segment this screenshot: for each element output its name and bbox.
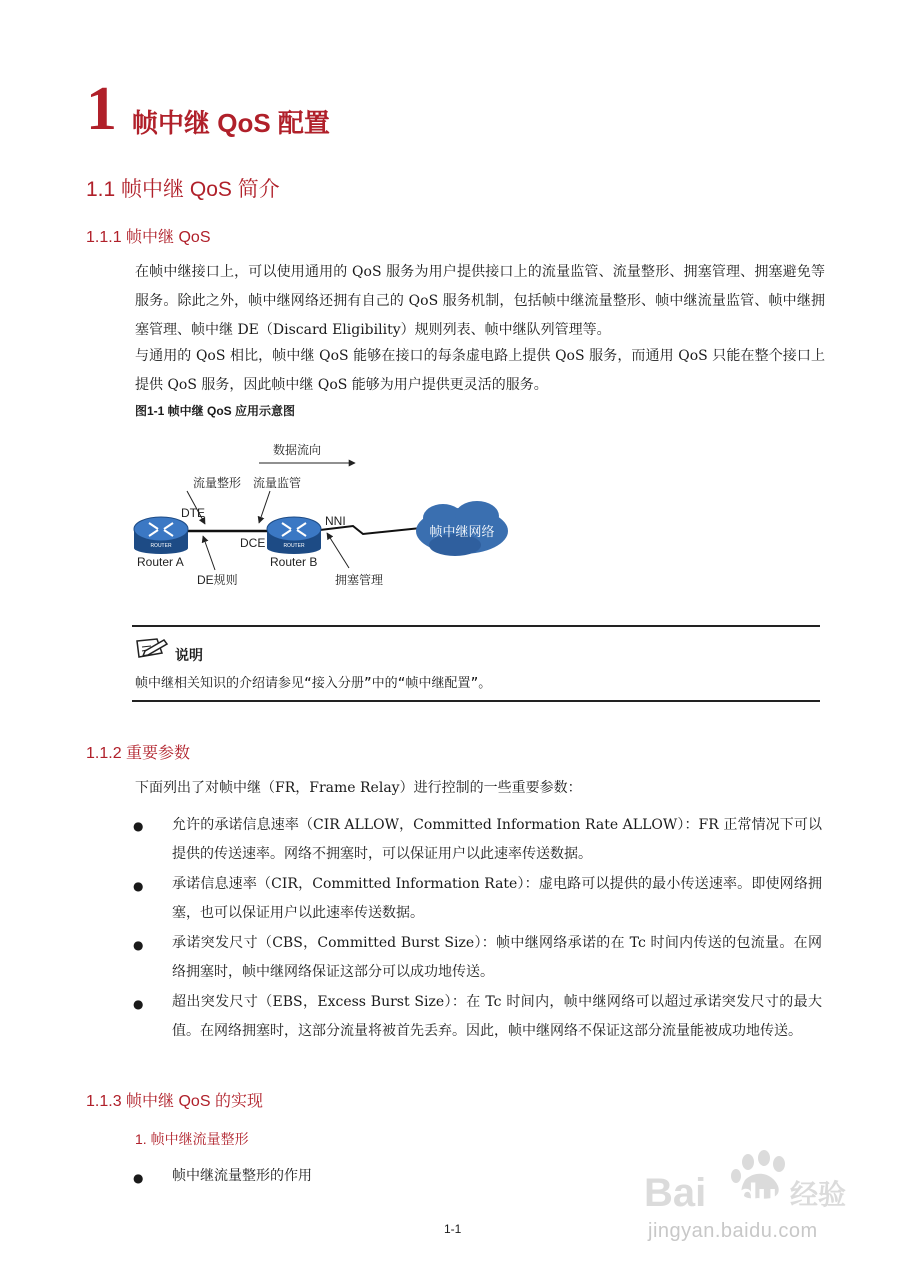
dce-label: DCE (240, 536, 266, 550)
bullet-shaping-role: 帧中继流量整形的作用 (172, 1168, 312, 1184)
chapter-number: 1 (86, 75, 117, 143)
params-intro: 下面列出了对帧中继（FR，Frame Relay）进行控制的一些重要参数： (135, 780, 582, 796)
router-b-badge: ROUTER (283, 543, 305, 549)
fr-network-label: 帧中继网络 (429, 524, 495, 539)
chapter-title: 帧中继 QoS 配置 (132, 108, 330, 138)
de-rules-label: DE规则 (197, 573, 238, 587)
router-a-label: Router A (137, 555, 184, 569)
note-text: 帧中继相关知识的介绍请参见“接入分册”中的“帧中继配置”。 (135, 676, 492, 691)
bullet-cir: 承诺信息速率（CIR，Committed Information Rate）：虚电路可以提供的最小传送速率。即使网络拥塞，也可以保证用户以此速率传送数据。 (172, 876, 822, 921)
figure-caption: 图1-1 帧中继 QoS 应用示意图 (135, 404, 296, 418)
fr-network-cloud (416, 501, 508, 556)
paragraph-1: 在帧中继接口上，可以使用通用的 QoS 服务为用户提供接口上的流量监管、流量整形、拥塞管理、拥塞避免等服务。除此之外，帧中继网络还拥有自己的 QoS 服务机制，包括帧中继流量整形、帧中继流量监管、帧中继拥塞管理、帧中继 DE（Discard Eligibility）规则列表、帧中继队列管理等。 (135, 264, 825, 338)
note-bottom-rule (132, 700, 820, 702)
bullet-cbs: 承诺突发尺寸（CBS，Committed Burst Size）：帧中继网络承诺的在 Tc 时间内传送的包流量。在网络拥塞时，帧中继网络保证这部分可以成功地传送。 (172, 935, 822, 980)
policing-pointer (259, 491, 270, 523)
traffic-policing-label: 流量监管 (253, 476, 302, 490)
section-1-1-1-title: 1.1.1 帧中继 QoS (86, 229, 211, 246)
congestion-pointer (327, 533, 349, 568)
note-title: 说明 (175, 647, 203, 663)
nni-link (320, 526, 421, 534)
dte-label: DTE (181, 506, 205, 520)
router-b-icon (267, 517, 321, 554)
router-b-label: Router B (270, 555, 318, 569)
de-rules-pointer (203, 536, 215, 570)
bullet-ebs: 超出突发尺寸（EBS，Excess Burst Size）：在 Tc 时间内，帧中继网络可以超过承诺突发尺寸的最大值。在网络拥塞时，这部分流量将被首先丢弃。因此，帧中继网络不保证这部分流量能被成功地传送。 (172, 994, 822, 1039)
page-number: 1-1 (444, 1222, 462, 1236)
note-top-rule (132, 625, 820, 627)
router-a-badge: ROUTER (150, 543, 172, 549)
bullet-dot: ● (133, 997, 144, 1011)
section-1-1-title: 1.1 帧中继 QoS 简介 (86, 178, 280, 201)
nni-label: NNI (325, 514, 346, 528)
data-flow-label: 数据流向 (273, 443, 322, 457)
svg-text:du: du (738, 1177, 778, 1213)
bullet-dot: ● (133, 938, 144, 952)
bullet-cir-allow: 允许的承诺信息速率（CIR ALLOW，Committed Information Rate ALLOW）：FR 正常情况下可以提供的传送速率。网络不拥塞时，可以保证用户以此速率传送数据。 (172, 817, 822, 862)
bullet-dot: ● (133, 879, 144, 893)
section-1-1-2-title: 1.1.2 重要参数 (86, 745, 191, 762)
watermark-brand: Bai (644, 1171, 707, 1215)
fr-qos-diagram (125, 430, 545, 595)
section-1-1-3-title: 1.1.3 帧中继 QoS 的实现 (86, 1093, 263, 1110)
bullet-dot: ● (133, 819, 144, 833)
congestion-mgmt-label: 拥塞管理 (335, 573, 384, 587)
subsection-traffic-shaping: 1. 帧中继流量整形 (135, 1131, 249, 1147)
bullet-dot: ● (133, 1171, 144, 1185)
router-a-icon (134, 517, 188, 554)
paragraph-2: 与通用的 QoS 相比，帧中继 QoS 能够在接口的每条虚电路上提供 QoS 服务，而通用 QoS 只能在整个接口上提供 QoS 服务，因此帧中继 QoS 能够为用户提供更灵活的服务。 (135, 348, 825, 393)
watermark-url: jingyan.baidu.com (648, 1220, 818, 1242)
note-pencil-icon (133, 636, 169, 660)
traffic-shaping-label: 流量整形 (193, 476, 242, 490)
svg-text:经验: 经验 (790, 1179, 847, 1210)
